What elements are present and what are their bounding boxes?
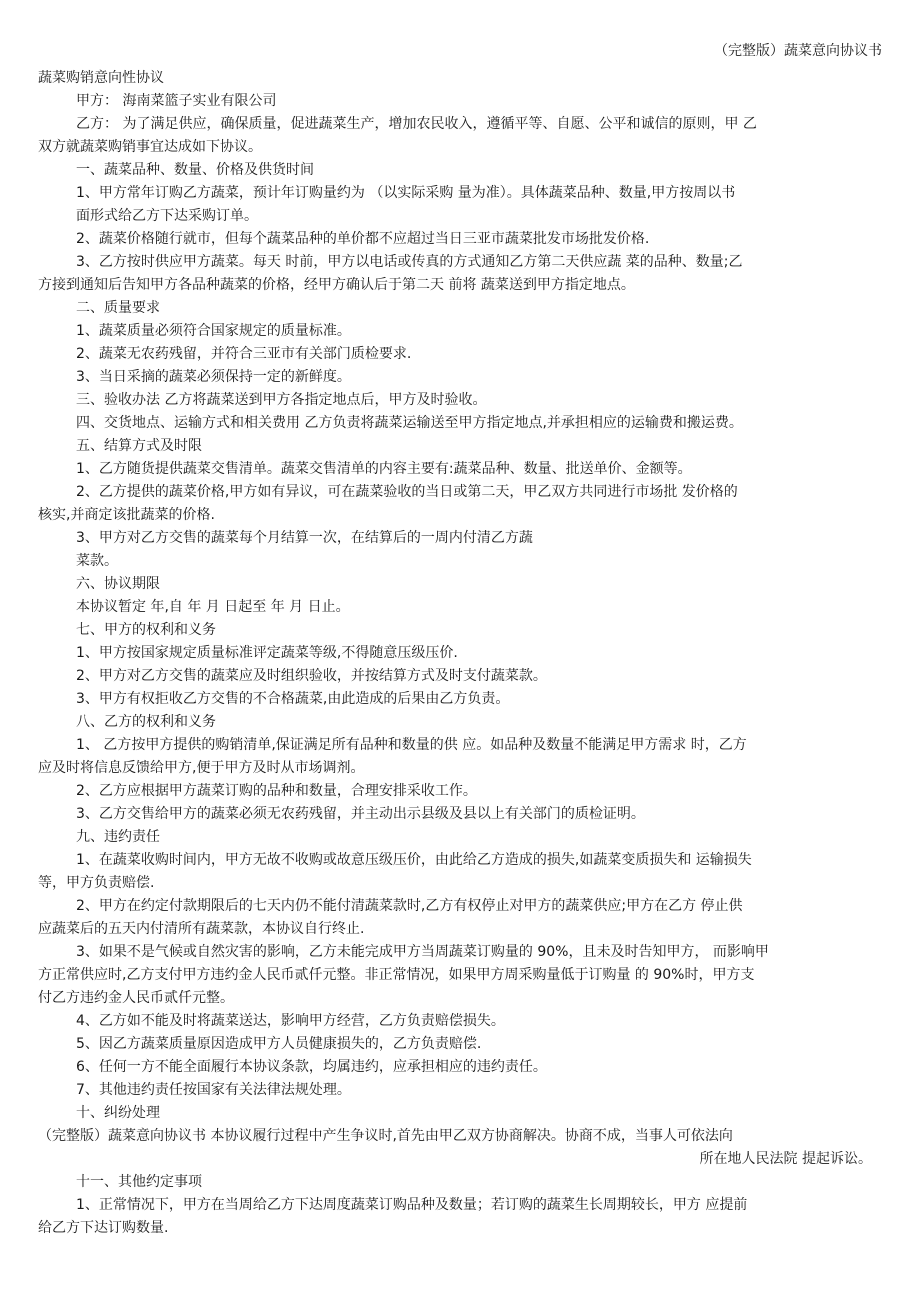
clause-line: 3、甲方对乙方交售的蔬菜每个月结算一次，在结算后的一周内付清乙方蔬 [76, 530, 533, 546]
section-heading: 三、验收办法 乙方将蔬菜送到甲方各指定地点后，甲方及时验收。 [76, 392, 487, 408]
clause-line: 1、乙方随货提供蔬菜交售清单。蔬菜交售清单的内容主要有:蔬菜品种、数量、批送单价、金额等。 [76, 461, 692, 477]
clause-line: 应及时将信息反馈给甲方,便于甲方及时从市场调剂。 [38, 760, 365, 776]
clause-line: 2、甲方对乙方交售的蔬菜应及时组织验收，并按结算方式及时支付蔬菜款。 [76, 668, 547, 684]
clause-line: 2、乙方应根据甲方蔬菜订购的品种和数量，合理安排采收工作。 [76, 783, 477, 799]
section-heading: 六、协议期限 [76, 576, 160, 592]
clause-line: 所在地人民法院 提起诉讼。 [699, 1151, 872, 1167]
section-heading: 二、质量要求 [76, 300, 160, 316]
section-heading: 五、结算方式及时限 [76, 438, 202, 454]
section-heading: 八、乙方的权利和义务 [76, 714, 216, 730]
party-b-line: 双方就蔬菜购销事宜达成如下协议。 [38, 139, 262, 155]
clause-line: （完整版）蔬菜意向协议书 本协议履行过程中产生争议时,首先由甲乙双方协商解决。协商不成，当事人可依法向 [38, 1128, 733, 1144]
clause-line: 等，甲方负责赔偿. [38, 875, 155, 891]
section-heading: 十一、其他约定事项 [76, 1174, 202, 1190]
clause-line: 6、任何一方不能全面履行本协议条款，均属违约，应承担相应的违约责任。 [76, 1059, 547, 1075]
section-heading: 九、违约责任 [76, 829, 160, 845]
running-header: （完整版）蔬菜意向协议书 [714, 43, 882, 59]
clause-line: 3、如果不是气候或自然灾害的影响，乙方未能完成甲方当周蔬菜订购量的 90%，且未及时告知甲方， 而影响甲 [76, 944, 769, 960]
party-b-line: 乙方： 为了满足供应，确保质量，促进蔬菜生产，增加农民收入，遵循平等、自愿、公平和诚信的原则，甲 乙 [76, 116, 757, 132]
clause-line: 付乙方违约金人民币贰仟元整。 [38, 990, 234, 1006]
clause-line: 7、其他违约责任按国家有关法律法规处理。 [76, 1082, 351, 1098]
clause-line: 菜款。 [76, 553, 118, 569]
section-heading: 四、交货地点、运输方式和相关费用 乙方负责将蔬菜运输送至甲方指定地点,并承担相应的运输费和搬运费。 [76, 415, 743, 431]
section-heading: 一、蔬菜品种、数量、价格及供货时间 [76, 162, 314, 178]
clause-line: 1、在蔬菜收购时间内，甲方无故不收购或故意压级压价，由此给乙方造成的损失,如蔬菜变质损失和 运输损失 [76, 852, 752, 868]
clause-line: 2、蔬菜价格随行就市，但每个蔬菜品种的单价都不应超过当日三亚市蔬菜批发市场批发价格. [76, 231, 650, 247]
clause-line: 1、甲方常年订购乙方蔬菜，预计年订购量约为 （以实际采购 量为准）。具体蔬菜品种、数量,甲方按周以书 [76, 185, 736, 201]
section-heading: 十、纠纷处理 [76, 1105, 160, 1121]
clause-line: 方正常供应时,乙方支付甲方违约金人民币贰仟元整。非正常情况，如果甲方周采购量低于订购量 的 90%时，甲方支 [38, 967, 755, 983]
clause-line: 2、乙方提供的蔬菜价格,甲方如有异议，可在蔬菜验收的当日或第二天，甲乙双方共同进行市场批 发价格的 [76, 484, 738, 500]
clause-line: 3、甲方有权拒收乙方交售的不合格蔬菜,由此造成的后果由乙方负责。 [76, 691, 510, 707]
clause-line: 方接到通知后告知甲方各品种蔬菜的价格，经甲方确认后于第二天 前将 蔬菜送到甲方指定地点。 [38, 277, 635, 293]
clause-line: 3、乙方按时供应甲方蔬菜。每天 时前，甲方以电话或传真的方式通知乙方第二天供应蔬 菜的品种、数量;乙 [76, 254, 743, 270]
clause-line: 本协议暂定 年,自 年 月 日起至 年 月 日止。 [76, 599, 350, 615]
clause-line: 面形式给乙方下达采购订单。 [76, 208, 258, 224]
clause-line: 给乙方下达订购数量. [38, 1220, 169, 1236]
clause-line: 应蔬菜后的五天内付清所有蔬菜款，本协议自行终止. [38, 921, 365, 937]
party-a: 甲方： 海南菜篮子实业有限公司 [76, 93, 277, 109]
clause-line: 1、正常情况下，甲方在当周给乙方下达周度蔬菜订购品种及数量；若订购的蔬菜生长周期较长，甲方 应提前 [76, 1197, 748, 1213]
clause-line: 3、乙方交售给甲方的蔬菜必须无农药残留，并主动出示县级及县以上有关部门的质检证明。 [76, 806, 645, 822]
clause-line: 4、乙方如不能及时将蔬菜送达，影响甲方经营，乙方负责赔偿损失。 [76, 1013, 505, 1029]
clause-line: 1、甲方按国家规定质量标准评定蔬菜等级,不得随意压级压价. [76, 645, 458, 661]
clause-line: 核实,并商定该批蔬菜的价格. [38, 507, 215, 523]
clause-line: 2、甲方在约定付款期限后的七天内仍不能付清蔬菜款时,乙方有权停止对甲方的蔬菜供应;甲方在乙方 停止供 [76, 898, 743, 914]
clause-line: 1、 乙方按甲方提供的购销清单,保证满足所有品种和数量的供 应。如品种及数量不能满足甲方需求 时，乙方 [76, 737, 747, 753]
clause-line: 2、蔬菜无农药残留，并符合三亚市有关部门质检要求. [76, 346, 412, 362]
clause-line: 5、因乙方蔬菜质量原因造成甲方人员健康损失的，乙方负责赔偿. [76, 1036, 482, 1052]
document-title: 蔬菜购销意向性协议 [38, 70, 164, 86]
section-heading: 七、甲方的权利和义务 [76, 622, 216, 638]
document-body [38, 67, 884, 1240]
clause-line: 1、蔬菜质量必须符合国家规定的质量标准。 [76, 323, 351, 339]
clause-line: 3、当日采摘的蔬菜必须保持一定的新鲜度。 [76, 369, 351, 385]
